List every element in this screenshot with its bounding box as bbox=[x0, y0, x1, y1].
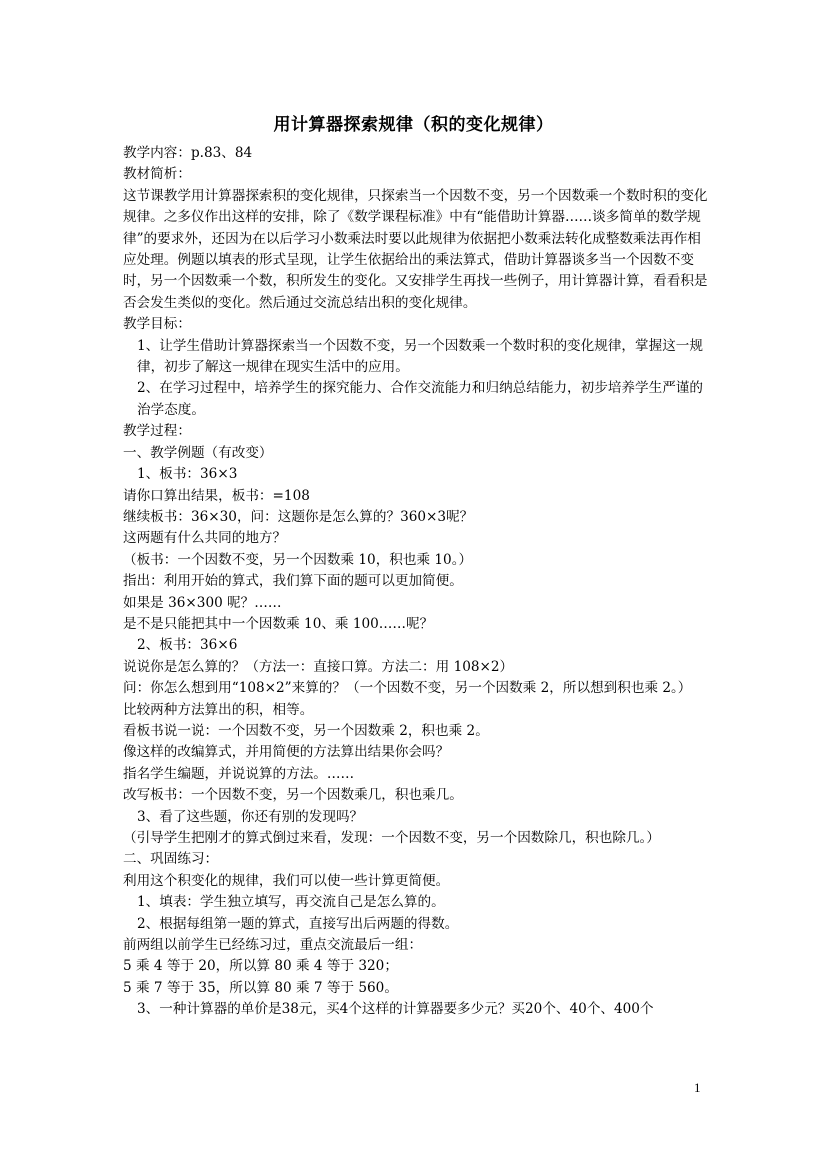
document-title: 用计算器探索规律（积的变化规律） bbox=[273, 115, 554, 135]
paragraph-line: 前两组以前学生已经练习过，重点交流最后一组： bbox=[123, 937, 423, 954]
document-body bbox=[123, 143, 708, 1021]
page-number: 1 bbox=[694, 1080, 701, 1095]
paragraph-step-1: 1、板书：36×3 bbox=[137, 466, 238, 483]
paragraph-heading-analysis: 教材简析： bbox=[123, 166, 191, 183]
paragraph-content: 教学内容：p.83、84 bbox=[123, 145, 253, 161]
paragraph-line: 指出：利用开始的算式，我们算下面的题可以更加简便。 bbox=[123, 573, 463, 590]
paragraph-line: 如果是 36×300 呢？…… bbox=[123, 594, 282, 611]
paragraph-line: 改写板书：一个因数不变，另一个因数乘几，积也乘几。 bbox=[123, 787, 463, 804]
paragraph-section-2: 二、巩固练习： bbox=[123, 851, 219, 868]
paragraph-line: 指名学生编题，并说说算的方法。…… bbox=[123, 765, 355, 782]
paragraph-goal-1: 1、让学生借助计算器探索当一个因数不变，另一个因数乘一个数时积的变化规律，掌握这一规律，初步了解这一规律在现实生活中的应用。 bbox=[137, 337, 703, 376]
paragraph-line: （引导学生把刚才的算式倒过来看，发现：一个因数不变，另一个因数除几，积也除几。） bbox=[123, 830, 660, 846]
paragraph-exercise-2: 2、根据每组第一题的算式，直接写出后两题的得数。 bbox=[137, 915, 459, 932]
paragraph-step-3: 3、看了这些题，你还有别的发现吗？ bbox=[137, 808, 364, 825]
paragraph-line: 5 乘 7 等于 35，所以算 80 乘 7 等于 560。 bbox=[123, 979, 398, 996]
paragraph-section-1: 一、教学例题（有改变） bbox=[123, 444, 273, 461]
paragraph-line: 5 乘 4 等于 20，所以算 80 乘 4 等于 320； bbox=[123, 958, 398, 975]
paragraph-line: （板书：一个因数不变，另一个因数乘 10，积也乘 10。） bbox=[123, 551, 473, 568]
paragraph-heading-goals: 教学目标： bbox=[123, 316, 191, 333]
paragraph-line: 是不是只能把其中一个因数乘 10、乘 100……呢？ bbox=[123, 615, 434, 632]
paragraph-line: 利用这个积变化的规律，我们可以使一些计算更简便。 bbox=[123, 872, 450, 889]
paragraph-line: 看板书说一说：一个因数不变，另一个因数乘 2，积也乘 2。 bbox=[123, 722, 489, 739]
paragraph-step-2: 2、板书：36×6 bbox=[137, 637, 238, 654]
paragraph-line: 比较两种方法算出的积，相等。 bbox=[123, 701, 314, 718]
paragraph-exercise-3: 3、一种计算器的单价是38元，买4个这样的计算器要多少元？买20个、40个、400个 bbox=[137, 1001, 654, 1018]
paragraph-goal-2: 2、在学习过程中，培养学生的探究能力、合作交流能力和归纳总结能力，初步培养学生严谨的治学态度。 bbox=[137, 380, 703, 418]
paragraph-analysis: 这节课教学用计算器探索积的变化规律，只探索当一个因数不变，另一个因数乘一个数时积的变化规律。之多仪作出这样的安排，除了《数学课程标准》中有“能借助计算器……谈多简单的数学规律”的要求外，还因为在以后学习小数乘法时要以此规律为依据把小数乘法转化成整数乘法再作相应处理。例题以填表的形式呈现，让学生依据给出的乘法算式，借助计算器谈多当一个因数不变时，另一个因数乘一个数，积所发生的变化。又安排学生再找一些例子，用计算器计算，看看积是否会发生类似的变化。然后通过交流总结出积的变化规律。 bbox=[123, 187, 708, 311]
paragraph-exercise-1: 1、填表：学生独立填写，再交流自己是怎么算的。 bbox=[137, 894, 445, 911]
paragraph-line: 请你口算出结果，板书：=108 bbox=[123, 487, 310, 504]
paragraph-line: 像这样的改编算式，并用简便的方法算出结果你会吗？ bbox=[123, 744, 450, 761]
paragraph-line: 继续板书：36×30，问：这题你是怎么算的？360×3呢？ bbox=[123, 508, 474, 525]
paragraph-line: 说说你是怎么算的？（方法一：直接口算。方法二：用 108×2） bbox=[123, 658, 514, 675]
paragraph-line: 问：你怎么想到用“108×2”来算的？（一个因数不变，另一个因数乘 2，所以想到积也乘 2。） bbox=[123, 680, 692, 697]
paragraph-heading-process: 教学过程： bbox=[123, 423, 191, 440]
paragraph-line: 这两题有什么共同的地方？ bbox=[123, 530, 287, 547]
